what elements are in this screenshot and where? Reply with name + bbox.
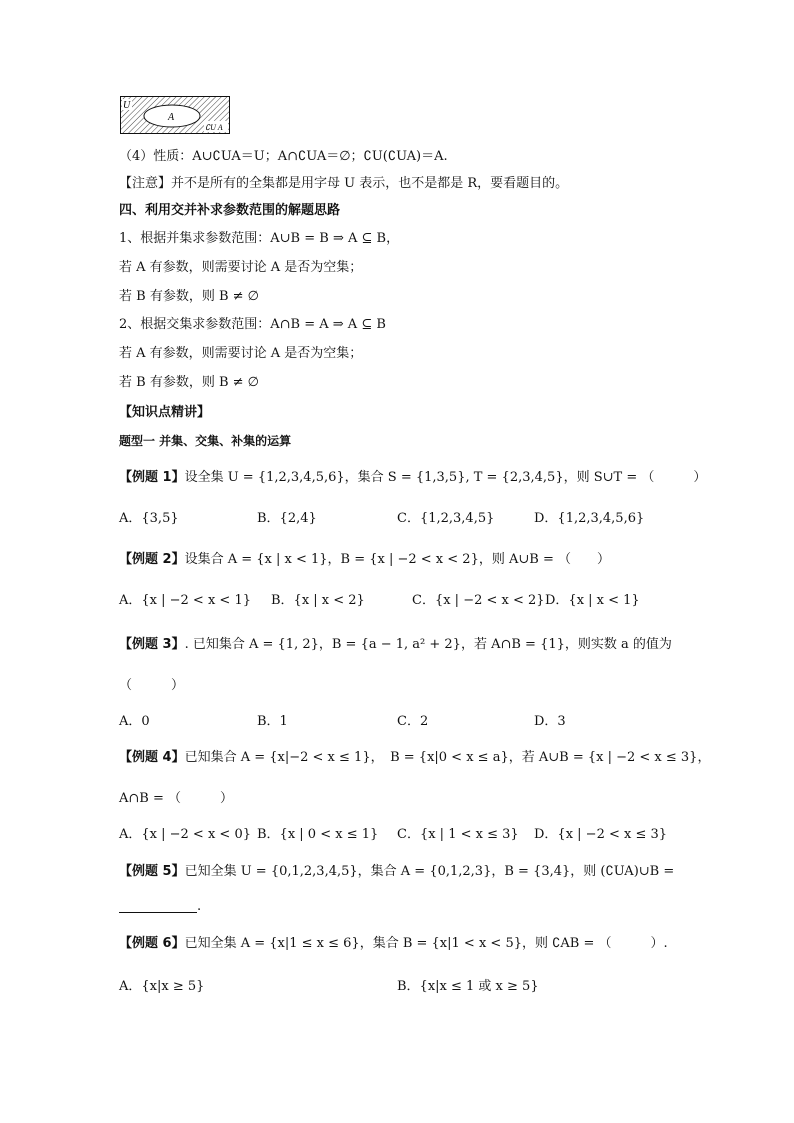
venn-u-label: U	[123, 100, 131, 111]
example-5-cont: .	[197, 899, 202, 914]
venn-diagram	[120, 96, 230, 134]
rule1-a-line: 若 A 有参数，则需要讨论 A 是否为空集；	[119, 260, 363, 275]
rule2-a-line: 若 A 有参数，则需要讨论 A 是否为空集；	[119, 346, 363, 361]
example-5-text: 已知全集 U = {0,1,2,3,4,5}，集合 A = {0,1,2,3}，B = {3,4}，则 (∁UA)∪B =	[184, 864, 675, 879]
example-3-option-b: B．1	[257, 714, 288, 729]
type1-title: 题型一 并集、交集、补集的运算	[119, 434, 292, 448]
property-line: （4）性质：A∪∁UA＝U；A∩∁UA＝∅；∁U(∁UA)＝A.	[119, 149, 448, 164]
example-2-options	[119, 592, 719, 610]
example-5-answer-blank	[119, 912, 197, 913]
example-1-option-d: D．{1,2,3,4,5,6}	[534, 511, 645, 526]
example-4-text: 已知集合 A = {x|−2 < x ≤ 1}， B = {x|0 < x ≤ a}，若 A∪B = {x | −2 < x ≤ 3}，	[184, 750, 711, 765]
example-1-text: 设全集 U = {1,2,3,4,5,6}，集合 S = {1,3,5}, T = {2,3,4,5}，则 S∪T = （ ）	[184, 470, 707, 485]
example-4-options	[119, 826, 719, 844]
example-4-option-d: D．{x | −2 < x ≤ 3}	[534, 827, 668, 842]
example-3-option-d: D．3	[534, 714, 566, 729]
rule2-line: 2、根据交集求参数范围：A∩B = A ⇒ A ⊆ B	[119, 317, 386, 332]
example-3-option-a: A．0	[119, 714, 150, 729]
example-2-option-c: C．{x | −2 < x < 2}	[412, 593, 545, 608]
example-1-option-b: B．{2,4}	[257, 511, 317, 526]
example-3-cont: （ ）	[119, 678, 185, 693]
example-2-option-b: B．{x | x < 2}	[271, 593, 365, 608]
example-4-cont: A∩B = （ ）	[119, 791, 233, 806]
venn-a-label: A	[168, 112, 175, 123]
example-6-options	[119, 978, 719, 996]
example-6-option-a: A．{x|x ≥ 5}	[119, 979, 205, 994]
example-6	[119, 935, 668, 953]
example-3-label: 【例题 3】	[119, 637, 185, 652]
example-2-label: 【例题 2】	[119, 552, 185, 567]
example-6-label: 【例题 6】	[119, 936, 185, 951]
example-6-text: 已知全集 A = {x|1 ≤ x ≤ 6}，集合 B = {x|1 < x < 5}，则 ∁AB = （ ）.	[184, 936, 668, 951]
example-4-label: 【例题 4】	[119, 750, 185, 765]
example-2	[119, 551, 610, 569]
example-5-label: 【例题 5】	[119, 864, 185, 879]
rule2-b-line: 若 B 有参数，则 B ≠ ∅	[119, 375, 259, 390]
example-5	[119, 863, 674, 881]
example-4-option-a: A．{x | −2 < x < 0}	[119, 827, 251, 842]
example-1-options	[119, 510, 719, 528]
rule1-line: 1、根据并集求参数范围：A∪B = B ⇒ A ⊆ B，	[119, 231, 400, 246]
section4-title: 四、利用交并补求参数范围的解题思路	[119, 203, 341, 218]
note-line: 【注意】并不是所有的全集都是用字母 U 表示，也不是都是 R，要看题目的。	[119, 176, 569, 191]
example-1-label: 【例题 1】	[119, 470, 185, 485]
example-3-options	[119, 713, 719, 731]
rule1-b-line: 若 B 有参数，则 B ≠ ∅	[119, 289, 259, 304]
example-4-option-b: B．{x | 0 < x ≤ 1}	[257, 827, 379, 842]
example-1	[119, 469, 706, 487]
knowledge-title: 【知识点精讲】	[119, 405, 211, 420]
example-2-option-d: D．{x | x < 1}	[545, 593, 640, 608]
example-2-text: 设集合 A = {x | x < 1}，B = {x | −2 < x < 2}，则 A∪B = （ ）	[184, 552, 610, 567]
example-2-option-a: A．{x | −2 < x < 1}	[119, 593, 251, 608]
example-3-text: . 已知集合 A = {1, 2}，B = {a − 1, a² + 2}，若 A∩B = {1}，则实数 a 的值为	[184, 637, 672, 652]
venn-complement-label: ∁U A	[205, 123, 223, 132]
example-4	[119, 749, 710, 767]
example-1-option-c: C．{1,2,3,4,5}	[397, 511, 495, 526]
example-3	[119, 636, 672, 654]
example-6-option-b: B．{x|x ≤ 1 或 x ≥ 5}	[397, 979, 539, 994]
example-4-option-c: C．{x | 1 < x ≤ 3}	[397, 827, 519, 842]
example-1-option-a: A．{3,5}	[119, 511, 179, 526]
example-3-option-c: C．2	[397, 714, 429, 729]
